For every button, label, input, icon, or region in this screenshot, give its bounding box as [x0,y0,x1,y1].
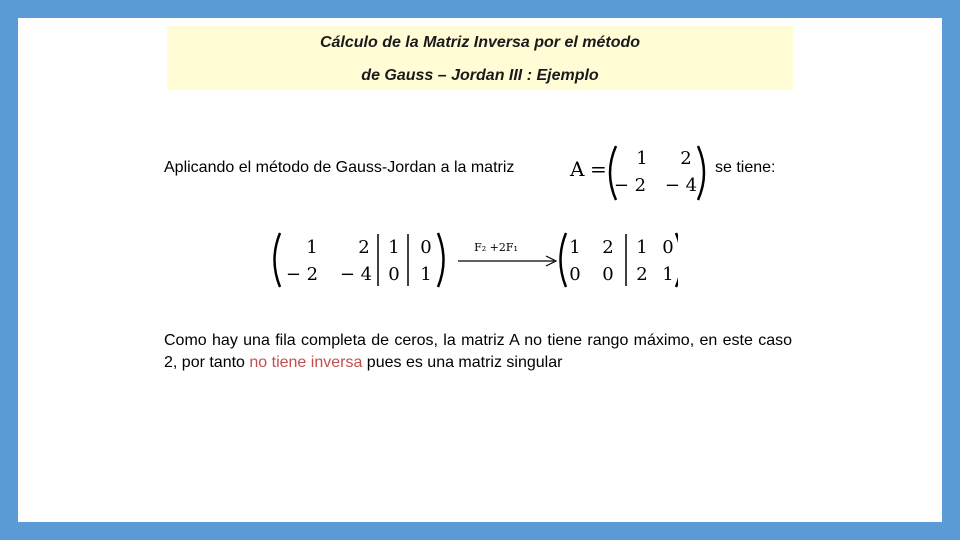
conclusion-text: Como hay una fila completa de ceros, la matriz A no tiene rango máximo, en este caso 2, por tanto [164,332,792,371]
left-matrix-cell: 1 [306,237,318,258]
right-matrix-cell: 0 [569,264,581,285]
left-matrix-cell: − 2 [285,264,319,285]
title-line-1: Cálculo de la Matriz Inversa por el método [319,34,641,51]
left-matrix-cell: 1 [388,237,400,258]
right-matrix-cell: 0 [662,237,674,258]
right-bracket [698,146,704,200]
right-matrix-cell: 1 [662,264,674,285]
conclusion-text-end: pues es una matriz singular [362,354,563,371]
matrix-a-equation [564,143,714,203]
slide [18,18,942,522]
right-matrix-cell: 2 [636,264,648,285]
left-matrix-close-bracket [438,233,444,287]
row-operation-label: F₂ +2F₁ [474,241,518,254]
right-matrix-cell: 2 [602,237,614,258]
matrix-name: A [570,157,585,181]
left-matrix-cell: 1 [420,264,432,285]
gauss-jordan-reduction [268,230,678,290]
matrix-a-cell: 2 [680,148,692,169]
intro-text: Aplicando el método de Gauss-Jordan a la matriz [164,159,515,176]
left-matrix-cell: 2 [358,237,370,258]
title-box [167,26,793,90]
left-matrix-cell: 0 [420,237,432,258]
left-matrix-open-bracket [275,233,281,287]
no-inverse-highlight: no tiene inversa [249,354,363,371]
matrix-a-cell: 1 [636,148,648,169]
equals-sign: = [590,157,607,181]
matrix-a-cell: − 4 [664,175,698,196]
left-matrix-cell: 0 [388,264,400,285]
title-line-2: de Gauss – Jordan III : Ejemplo [361,67,599,84]
right-matrix-cell: 1 [636,237,648,258]
matrix-a-cell: − 2 [613,175,647,196]
right-matrix-cell: 0 [602,264,614,285]
right-matrix-close-bracket [676,233,678,287]
right-matrix-cell: 1 [569,237,581,258]
left-matrix-cell: − 4 [339,264,373,285]
right-matrix-open-bracket [561,233,567,287]
conclusion-paragraph [164,330,792,374]
se-tiene-text: se tiene: [715,159,776,176]
